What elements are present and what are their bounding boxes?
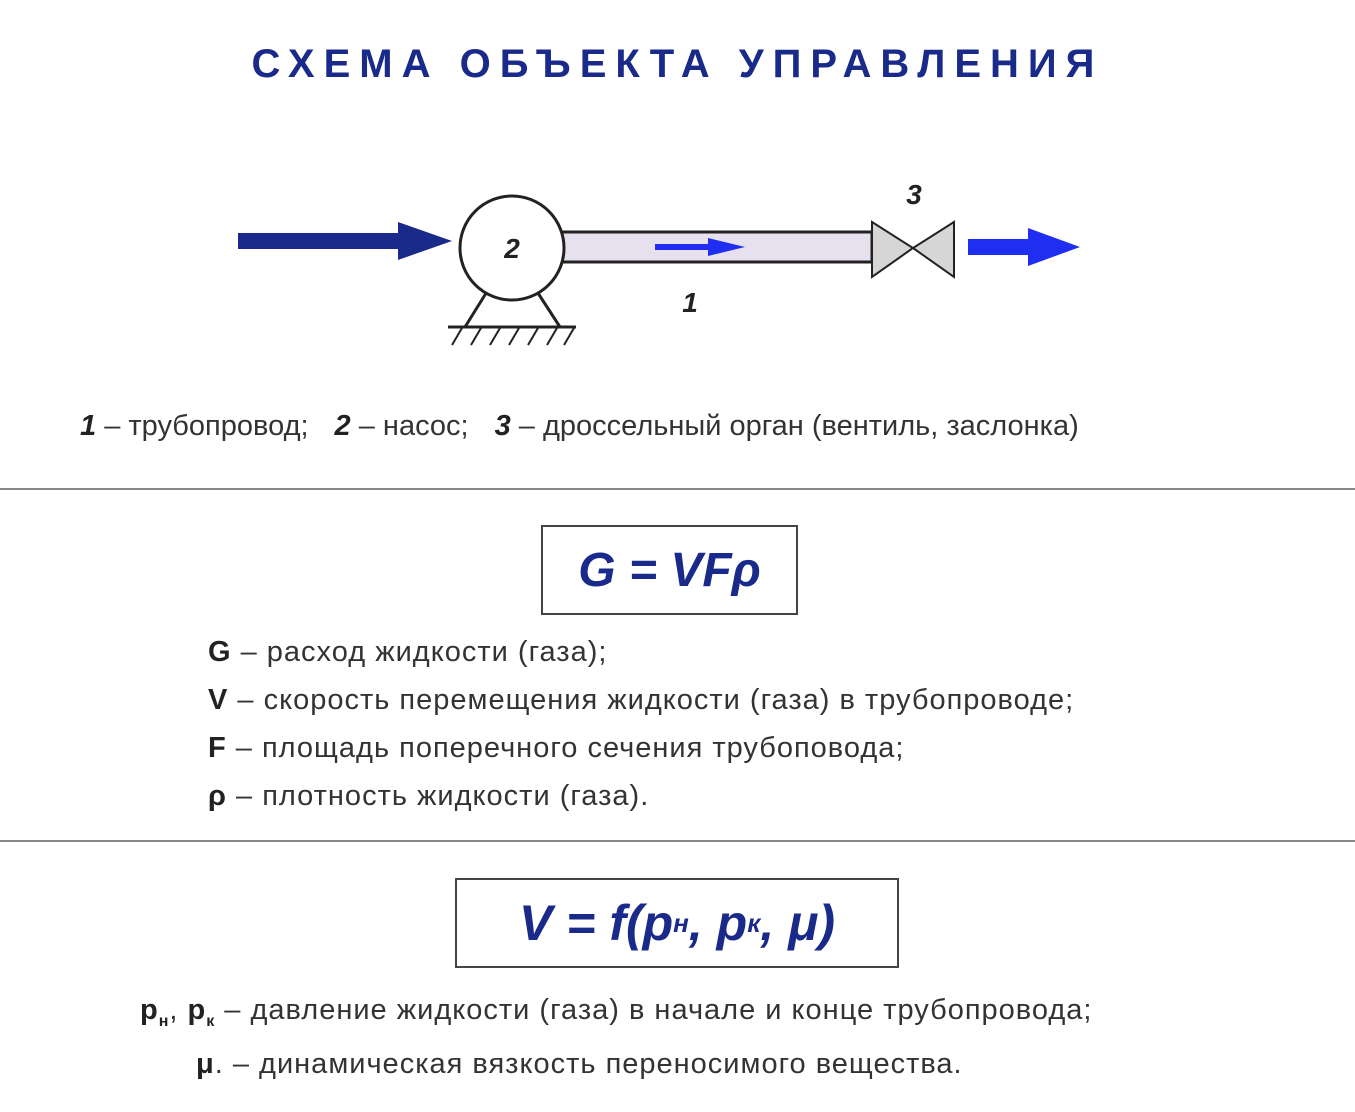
diagram-title: СХЕМА ОБЪЕКТА УПРАВЛЕНИЯ (251, 42, 1104, 86)
definition-symbol: ρ (208, 780, 227, 812)
definition-symbol: V (208, 684, 229, 716)
definition-row (208, 632, 1074, 680)
symbol-separator: , (169, 994, 188, 1026)
throttle-valve (872, 222, 954, 277)
legend-number-2: 2 (334, 410, 351, 442)
scheme-legend (80, 410, 1079, 443)
definition-text: – площадь поперечного сечения трубоповода; (226, 732, 905, 764)
formula-part-rhs: , μ) (760, 895, 835, 951)
definition-text: – расход жидкости (газа); (231, 636, 608, 668)
definition-text: – плотность жидкости (газа). (226, 780, 650, 812)
legend-text-3: – дроссельный орган (вентиль, заслонка) (510, 410, 1079, 442)
pressure-start-symbol: $p_н$ (140, 994, 170, 1030)
formula-sub-end: к (747, 907, 761, 938)
definition-text: . – динамическая вязкость переносимого вещества. (214, 1048, 963, 1080)
legend-number-1: 1 (80, 410, 97, 442)
formula-part-mid: , p (688, 895, 748, 951)
definition-row (208, 776, 1074, 824)
inlet-arrow (238, 222, 452, 260)
flow-rate-definitions (208, 632, 1074, 824)
formula-part-lhs: V = f(p (518, 895, 674, 951)
divider-top (0, 488, 1355, 490)
definition-row (140, 1044, 1092, 1098)
velocity-formula (455, 878, 899, 968)
pipeline (560, 232, 872, 262)
outlet-arrow (968, 228, 1080, 266)
legend-text-2: – насос; (350, 410, 469, 442)
control-object-scheme (0, 150, 1355, 360)
pump (448, 196, 576, 345)
viscosity-symbol: μ (196, 1048, 215, 1080)
legend-number-3: 3 (494, 410, 511, 442)
legend-text-1: – трубопровод; (96, 410, 309, 442)
pipe-number-label: 1 (682, 287, 698, 318)
definition-symbol: F (208, 732, 227, 764)
definition-row (140, 990, 1092, 1044)
pump-number-label: 2 (504, 233, 520, 264)
pressure-end-symbol: $p_к$ (187, 994, 216, 1030)
flow-rate-formula: G = VFρ (541, 525, 798, 615)
definition-row (208, 680, 1074, 728)
velocity-definitions (140, 990, 1092, 1098)
definition-symbol: G (208, 636, 232, 668)
valve-number-label: 3 (906, 179, 922, 210)
divider-bottom (0, 840, 1355, 842)
definition-text: – давление жидкости (газа) в начале и конце трубопровода; (215, 994, 1093, 1026)
definition-text: – скорость перемещения жидкости (газа) в трубопроводе; (228, 684, 1075, 716)
definition-row (208, 728, 1074, 776)
formula-sub-start: н (673, 907, 689, 938)
